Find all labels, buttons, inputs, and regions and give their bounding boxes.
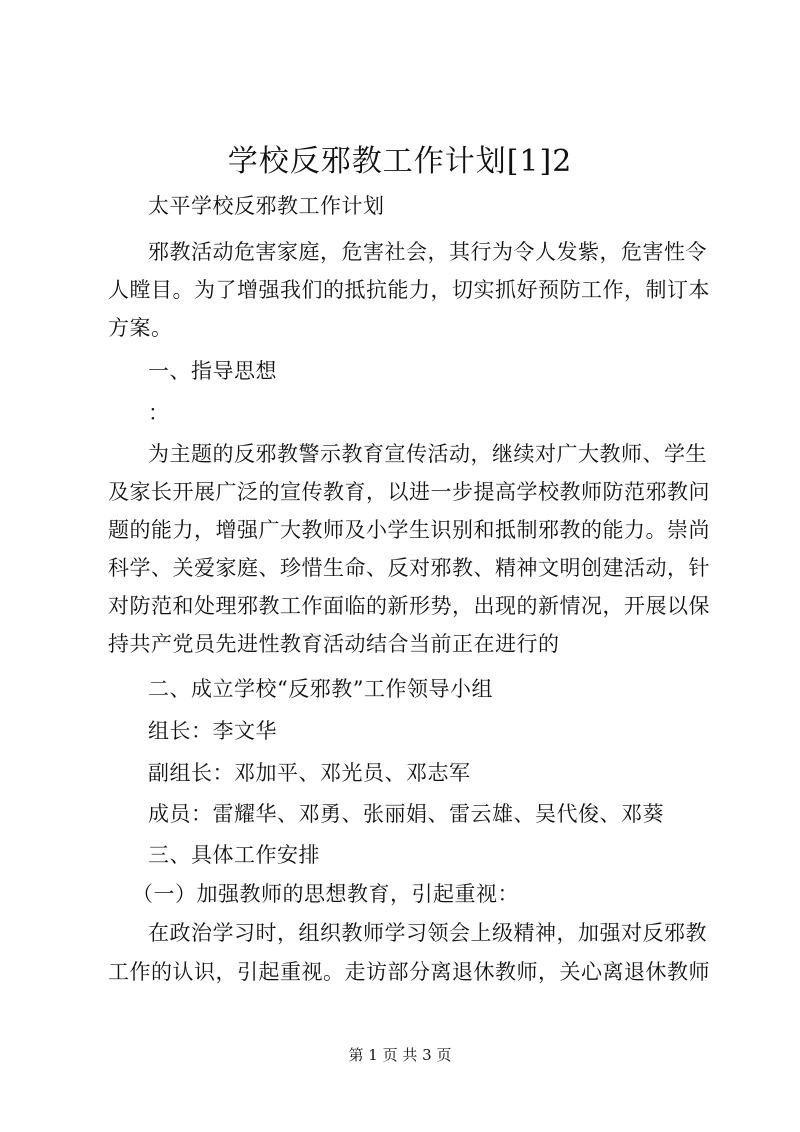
paragraph-line: 题的能力，增强广大教师及小学生识别和抵制邪教的能力。崇尚 xyxy=(108,518,710,542)
paragraph-line: 持共产党员先进性教育活动结合当前正在进行的 xyxy=(108,632,560,656)
paragraph-line: 人瞠目。为了增强我们的抵抗能力，切实抓好预防工作，制订本 xyxy=(108,278,710,302)
paragraph-line: 成员：雷耀华、邓勇、张丽娟、雷云雄、吴代俊、邓葵 xyxy=(148,802,664,826)
subsection-heading: （一）加强教师的思想教育，引起重视： xyxy=(132,882,519,906)
paragraph-line: 组长：李文华 xyxy=(148,719,277,743)
paragraph-line: 对防范和处理邪教工作面临的新形势，出现的新情况，开展以保 xyxy=(108,594,710,618)
paragraph-line: 工作的认识，引起重视。走访部分离退休教师，关心离退休教师 xyxy=(108,960,710,984)
paragraph-line: ： xyxy=(148,401,170,425)
paragraph-line: 方案。 xyxy=(108,316,173,340)
paragraph-line: 在政治学习时，组织教师学习领会上级精神，加强对反邪教 xyxy=(148,921,707,945)
paragraph-line: 副组长：邓加平、邓光员、邓志军 xyxy=(148,761,471,785)
paragraph-line: 邪教活动危害家庭，危害社会，其行为令人发紫，危害性令 xyxy=(148,240,707,264)
paragraph-line: 为主题的反邪教警示教育宣传活动，继续对广大教师、学生 xyxy=(148,442,707,466)
section-heading: 三、具体工作安排 xyxy=(148,843,320,867)
paragraph-line: 及家长开展广泛的宣传教育，以进一步提高学校教师防范邪教问 xyxy=(108,480,710,504)
paragraph-line: 科学、关爱家庭、珍惜生命、反对邪教、精神文明创建活动，针 xyxy=(108,556,710,580)
page-footer: 第 1 页 共 3 页 xyxy=(348,1046,452,1064)
subtitle-line: 太平学校反邪教工作计划 xyxy=(148,194,385,218)
section-heading: 一、指导思想 xyxy=(148,359,277,383)
document-title: 学校反邪教工作计划[1]2 xyxy=(227,144,573,179)
section-heading: 二、成立学校“反邪教”工作领导小组 xyxy=(148,677,493,701)
